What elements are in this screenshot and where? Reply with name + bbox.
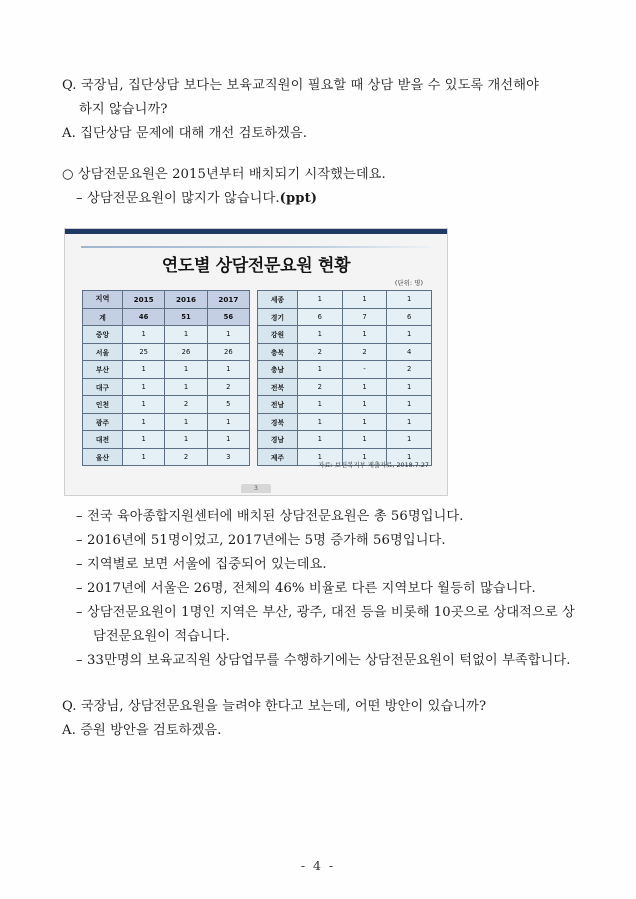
table-cell-value: 2	[165, 448, 207, 466]
table-cell-value: 1	[123, 326, 165, 344]
spacer	[62, 673, 580, 695]
table-cell-value: 1	[165, 361, 207, 379]
qa-text: 증원 방안을 검토하겠음.	[80, 723, 222, 738]
qa-marker: Q.	[62, 78, 77, 93]
slide-source-note: 자료: 보건복지부 제출자료, 2018.7.27	[318, 461, 429, 469]
slide-body	[65, 234, 447, 495]
table-cell-value: 1	[342, 396, 387, 414]
table-cell-value: 5	[207, 396, 249, 414]
table-cell-value: 25	[123, 343, 165, 361]
table-row	[83, 326, 250, 344]
table-cell-region: 전남	[258, 396, 298, 414]
circle-bullet-icon: ○	[62, 167, 74, 182]
table-cell-value: 2017	[207, 291, 249, 309]
table-cell-value: 6	[298, 308, 343, 326]
table-cell-value: 26	[207, 343, 249, 361]
table-cell-value: 1	[298, 396, 343, 414]
spacer	[62, 496, 580, 505]
table-cell-value: 1	[298, 361, 343, 379]
dash-bullet-icon: –	[76, 191, 83, 206]
table-cell-value: 1	[123, 378, 165, 396]
table-row	[258, 291, 432, 309]
circle-bullet-line	[62, 163, 580, 187]
narration-text: 전국 육아종합지원센터에 배치된 상담전문요원은 총 56명입니다.	[87, 509, 464, 524]
page-content	[62, 74, 580, 743]
table-row	[258, 361, 432, 379]
table-cell-value: 2015	[123, 291, 165, 309]
table-cell-region: 중앙	[83, 326, 123, 344]
table-row	[83, 308, 250, 326]
table-cell-value: 1	[165, 326, 207, 344]
table-cell-value: 1	[387, 396, 432, 414]
table-row	[83, 343, 250, 361]
table-left	[82, 290, 250, 466]
table-cell-region: 대구	[83, 378, 123, 396]
table-cell-value: 1	[298, 413, 343, 431]
top-qa-block	[62, 74, 580, 146]
table-cell-value: 46	[123, 308, 165, 326]
table-cell-region: 충북	[258, 343, 298, 361]
slide-canvas	[64, 228, 448, 496]
table-cell-value: 1	[298, 291, 343, 309]
narration-item	[62, 601, 580, 649]
narration-block	[62, 505, 580, 673]
table-cell-region: 대전	[83, 431, 123, 449]
table-row	[83, 396, 250, 414]
table-cell-value: 1	[387, 431, 432, 449]
qa-marker: A.	[62, 126, 76, 141]
dash-bullet-icon: –	[76, 581, 83, 596]
table-row	[258, 396, 432, 414]
dash-bullet-icon: –	[76, 533, 83, 548]
slide-page-tab: 3	[241, 484, 271, 493]
table-cell-value: 1	[387, 448, 432, 466]
table-cell-value: 1	[342, 378, 387, 396]
table-cell-region: 계	[83, 308, 123, 326]
table-cell-value: 2016	[165, 291, 207, 309]
narration-item	[62, 529, 580, 553]
slide-tables	[82, 290, 433, 466]
narration-item	[62, 649, 580, 673]
table-cell-value: 1	[207, 413, 249, 431]
table-cell-region: 부산	[83, 361, 123, 379]
narration-text: 상담전문요원이 1명인 지역은 부산, 광주, 대전 등을 비롯해 10곳으로 상대적으로 상담전문요원이 적습니다.	[87, 605, 575, 644]
table-cell-value: -	[342, 361, 387, 379]
qa-line	[62, 122, 580, 146]
table-cell-value: 1	[123, 396, 165, 414]
table-row	[83, 291, 250, 309]
table-cell-region: 지역	[83, 291, 123, 309]
qa-marker: A.	[62, 723, 76, 738]
narration-text: 2017년에 서울은 26명, 전체의 46% 비율로 다른 지역보다 월등히 많습니다.	[87, 581, 536, 596]
qa-line	[62, 74, 580, 98]
spacer	[62, 146, 580, 163]
slide-title-rule	[81, 246, 431, 248]
table-cell-value: 1	[387, 413, 432, 431]
dash-bullet-icon: –	[76, 509, 83, 524]
table-cell-value: 1	[342, 413, 387, 431]
qa-text: 국장님, 상담전문요원을 늘려야 한다고 보는데, 어떤 방안이 있습니까?	[80, 699, 487, 714]
qa-line	[62, 719, 580, 743]
table-cell-value: 56	[207, 308, 249, 326]
table-cell-value: 1	[298, 326, 343, 344]
narration-item	[62, 577, 580, 601]
qa-line-continuation: 하지 않습니까?	[79, 102, 168, 117]
qa-text: 국장님, 집단상담 보다는 보육교직원이 필요할 때 상담 받을 수 있도록 개선해야	[80, 78, 539, 93]
table-cell-region: 충남	[258, 361, 298, 379]
table-row	[258, 413, 432, 431]
table-cell-value: 1	[165, 378, 207, 396]
qa-marker: Q.	[62, 699, 77, 714]
table-cell-value: 51	[165, 308, 207, 326]
table-row	[83, 413, 250, 431]
table-cell-value: 2	[207, 378, 249, 396]
dash-bullet-line	[62, 187, 580, 211]
table-cell-value: 1	[207, 326, 249, 344]
qa-line	[62, 695, 580, 719]
table-cell-value: 1	[387, 378, 432, 396]
table-cell-value: 26	[165, 343, 207, 361]
table-cell-value: 1	[342, 326, 387, 344]
table-cell-value: 2	[298, 378, 343, 396]
narration-item	[62, 553, 580, 577]
narration-text: 33만명의 보육교직원 상담업무를 수행하기에는 상담전문요원이 턱없이 부족합니다.	[87, 653, 571, 668]
ppt-tag: (ppt)	[279, 191, 318, 206]
embedded-slide-figure	[64, 228, 448, 496]
table-row	[258, 343, 432, 361]
dash-bullet-text: 상담전문요원이 많지가 않습니다.	[87, 191, 280, 206]
narration-text: 2016년에 51명이었고, 2017년에는 5명 증가해 56명입니다.	[87, 533, 446, 548]
table-cell-region: 제주	[258, 448, 298, 466]
slide-title: 연도별 상담전문요원 현황	[161, 256, 351, 276]
table-cell-region: 경기	[258, 308, 298, 326]
table-cell-value: 1	[165, 413, 207, 431]
table-right-body	[258, 291, 432, 466]
table-right	[257, 290, 432, 466]
table-cell-value: 1	[387, 291, 432, 309]
table-cell-region: 세종	[258, 291, 298, 309]
circle-bullet-text: 상담전문요원은 2015년부터 배치되기 시작했는데요.	[77, 167, 386, 182]
table-row	[83, 431, 250, 449]
table-cell-value: 1	[342, 291, 387, 309]
qa-text: 집단상담 문제에 대해 개선 검토하겠음.	[80, 126, 308, 141]
table-left-body	[83, 291, 250, 466]
page-number-footer: - 4 -	[300, 858, 336, 873]
table-cell-value: 1	[207, 431, 249, 449]
table-row	[258, 431, 432, 449]
table-row	[258, 326, 432, 344]
table-cell-value: 1	[342, 431, 387, 449]
table-cell-value: 7	[342, 308, 387, 326]
table-cell-value: 1	[165, 431, 207, 449]
table-cell-region: 인천	[83, 396, 123, 414]
table-cell-value: 2	[387, 361, 432, 379]
table-cell-value: 1	[123, 448, 165, 466]
dash-bullet-icon: –	[76, 605, 83, 620]
table-cell-region: 서울	[83, 343, 123, 361]
table-cell-region: 전북	[258, 378, 298, 396]
table-cell-value: 1	[123, 361, 165, 379]
table-cell-region: 광주	[83, 413, 123, 431]
table-cell-value: 1	[342, 448, 387, 466]
circle-bullet-block	[62, 163, 580, 211]
table-row	[83, 448, 250, 466]
narration-item	[62, 505, 580, 529]
table-cell-value: 2	[342, 343, 387, 361]
table-cell-value: 1	[123, 431, 165, 449]
table-cell-region: 울산	[83, 448, 123, 466]
table-row	[83, 378, 250, 396]
table-cell-region: 강원	[258, 326, 298, 344]
narration-text: 지역별로 보면 서울에 집중되어 있는데요.	[87, 557, 327, 572]
table-cell-value: 3	[207, 448, 249, 466]
table-cell-region: 경남	[258, 431, 298, 449]
table-cell-value: 1	[298, 448, 343, 466]
dash-bullet-icon: –	[76, 557, 83, 572]
table-cell-value: 1	[123, 413, 165, 431]
table-cell-value: 6	[387, 308, 432, 326]
table-row	[83, 361, 250, 379]
table-cell-value: 1	[298, 431, 343, 449]
table-cell-value: 2	[165, 396, 207, 414]
table-row	[258, 308, 432, 326]
slide-unit-note: (단위: 명)	[394, 279, 423, 287]
table-cell-value: 2	[298, 343, 343, 361]
table-cell-value: 4	[387, 343, 432, 361]
dash-bullet-icon: –	[76, 653, 83, 668]
bottom-qa-block	[62, 695, 580, 743]
table-cell-region: 경북	[258, 413, 298, 431]
table-cell-value: 1	[387, 326, 432, 344]
table-cell-value: 1	[207, 361, 249, 379]
table-row	[258, 378, 432, 396]
